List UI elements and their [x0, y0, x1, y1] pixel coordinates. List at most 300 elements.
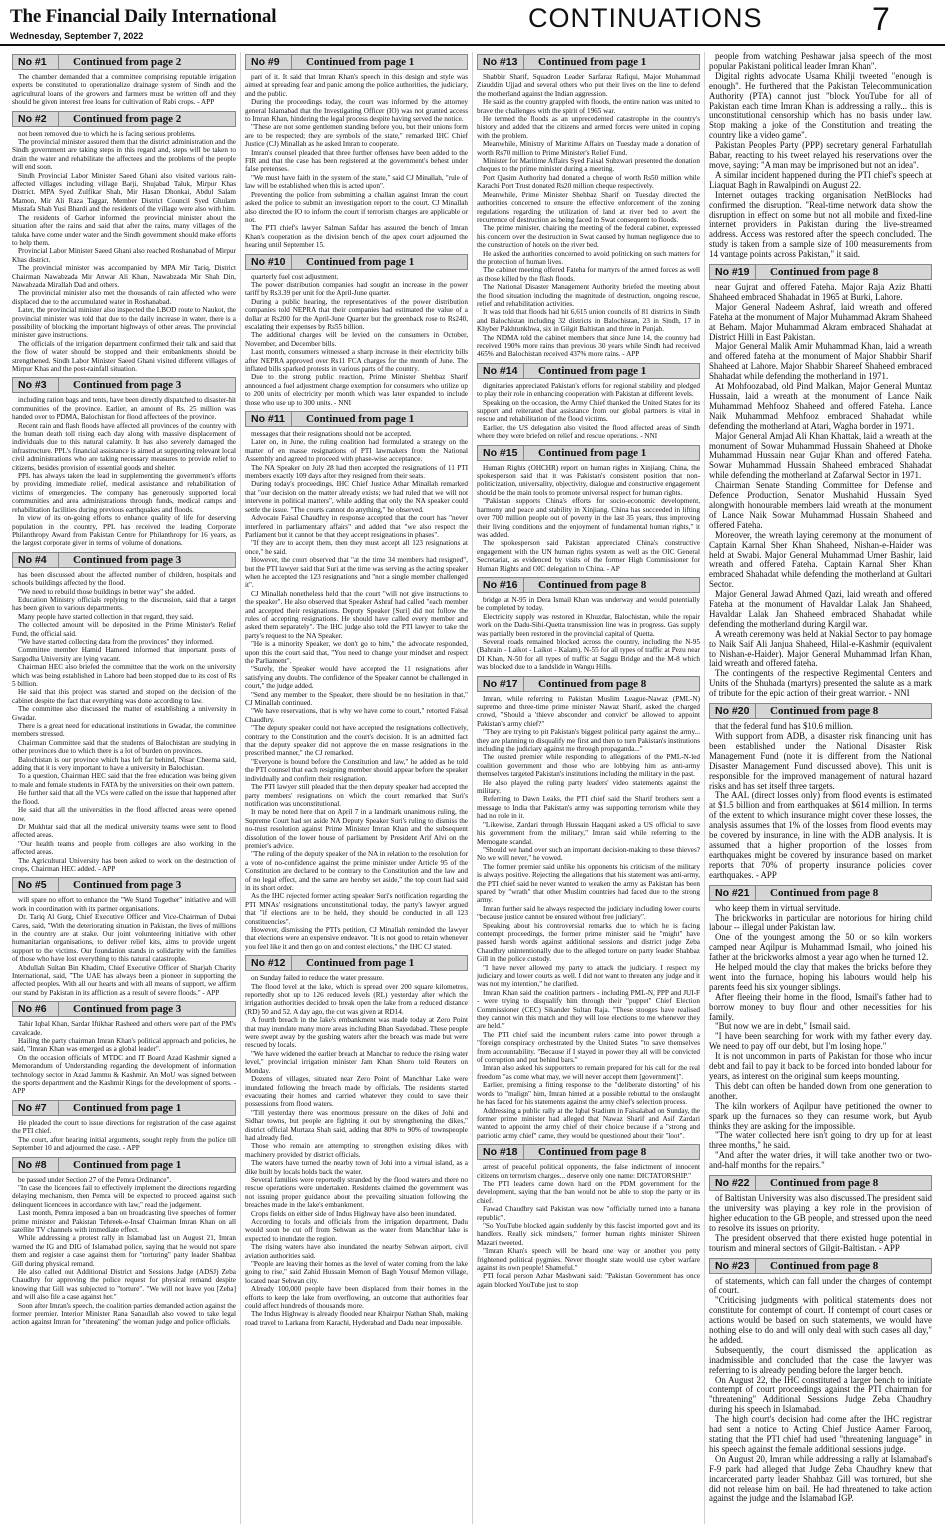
article-header	[709, 703, 932, 719]
article-paragraph: Chairman Senate Standing Committee for Defense and Defence Production, Senator Mushahid Hussain Syed alongwith honourable members laid wreath at the monument of Lance Naik Sowar Muhammad Hussain Shaheed and offered Fateha.	[709, 480, 932, 530]
article	[709, 1258, 932, 1505]
article-paragraph: "The water collected here isn't going to dry up for at least three months," he said.	[709, 1130, 932, 1151]
article-header	[477, 54, 700, 70]
article-paragraph: Recent rain and flash floods have affected all provinces of the country with the human death toll rising each day along with massive displacement of individuals due to this natural calamity. It has also severely damaged the infrastructure. PPL's financial assistance is aimed at supporting relevant local civil administrations who are taking necessary measures to provide relief to citizens, besides provision of essential goods and shelter.	[12, 421, 236, 472]
article-paragraph: who keep them in virtual servitude.	[715, 902, 841, 913]
article	[12, 377, 236, 547]
article-paragraph: The prime minister, chairing the meeting of the federal cabinet, expressed his concern over the destruction in Swat caused by human negligence due to the construction of hotels on the river bed.	[477, 224, 700, 250]
column-3	[472, 52, 704, 1524]
article-paragraph: Balochistan is our province which has left far behind, Nisar Cheema said, adding that it is very important to have a university in Balochistan.	[12, 755, 236, 773]
article-paragraph: "Everyone is bound before the Constitution and law," he added as he told the PTI counsel that each resigning member should appear before the speaker individually and confirm their resignation.	[245, 757, 468, 783]
article-paragraph: messages that their resignations should not be accepted.	[251, 430, 412, 439]
continued-label: Continued from page 8	[538, 578, 647, 591]
article-paragraph: "He is a minority Speaker, we don't go to him," the advocate responded, upon this the court said that, "You need to change your mindset and respect the Parliament".	[245, 640, 468, 665]
article-body	[709, 283, 932, 699]
article-header	[709, 264, 932, 280]
article-paragraph: The contingents of the respective Regimental Centers and Units of the Shuhada (martyrs) presented the salute as a mark of tribute for the epic action of their great warrior. - NNI	[709, 668, 932, 699]
article	[245, 54, 468, 250]
article-paragraph: "I have never allowed my party to attack the judiciary. I respect my judiciary and lower courts as well. I did not want to threaten any judge and it was not my intention," he clarified.	[477, 963, 700, 989]
article-paragraph: Provincial Labor Minister Saeed Ghani also reached Roshanabad of Mirpur Khas district.	[12, 247, 236, 264]
article-header	[12, 1157, 236, 1173]
article-paragraph: Earlier, the US delegation also visited the flood affected areas of Sindh where they were briefed on relief and rescue operations. - NNI	[477, 423, 700, 441]
article-paragraph: Dr Mukhtar said that all the medical university teams were sent to flood affected areas.	[12, 822, 236, 840]
article-body	[12, 1119, 236, 1153]
article-header	[12, 1001, 236, 1017]
continued-label: Continued from page 3	[73, 379, 182, 392]
article-paragraph: arrest of peaceful political opponents, the false indictment of innocent citizens on terrorism charges... deserve only one name: DICTATORSHIP."	[477, 1163, 700, 1180]
article-paragraph: not been removed due to which he is facing serious problems.	[18, 129, 196, 138]
article-paragraph: The Agricultural University has been asked to work on the destruction of crops, Chairman HEC added. - APP	[12, 856, 236, 873]
article-header	[245, 955, 468, 971]
article-number: No #15	[478, 446, 524, 460]
column-4-content	[709, 52, 932, 1524]
article-paragraph: Subsequently, the court dismissed the application as inadmissible and concluded that the case the lawyer was referring to is already pending before the larger bench.	[709, 1344, 932, 1375]
article	[709, 1175, 932, 1253]
article-paragraph: Later on, in June, the ruling coalition had formulated a strategy on the matter of en masse resignations of PTI lawmakers from the National Assembly and agreed to proceed with phase-wise acceptance.	[245, 438, 468, 464]
article-paragraph: Earlier, premising a fitting response to the "deliberate distorting" of his words to "malign" him, Imran hinted at a possible rebuttal to the onslaught he has faced for his statements against the army chief's selection process.	[477, 1081, 700, 1107]
article-body	[709, 1277, 932, 1505]
article	[12, 1001, 236, 1096]
article-paragraph: Human Rights (OHCHR) report on human rights in Xinjiang, China, the spokesperson said that it was Pakistan's consistent position that non-politicization, universality, objectivity, dialogue and constructive engagement should be the main tools to promote universal respect for human rights.	[477, 463, 700, 497]
article-paragraph: Several families were reportedly stranded by the flood waters and there no rescue operations were undertaken. Residents claimed the government was not issuing proper guidance about the prevailing situation following the breaches made in the lake's embankment.	[245, 1175, 468, 1210]
article-paragraph: The chamber demanded that a committee comprising reputable irrigation experts be constituted to operationalize drainage system of Sindh and the agricultural loans of the growers and farmers must be written off and they should be given interest free loans for cultivation of Rabi crops. - APP	[12, 73, 236, 107]
article-paragraph: Dr. Tariq Al Gurg, Chief Executive Officer and Vice-Chairman of Dubai Cares, said, "With the deteriorating situation in Pakistan, the lives of millions in the country are at stake. Our joint volunteering initiative with other humanitarian organisations, to deliver relief kits, aims to provide urgent support to the victims. Our foundation stands in solidarity with the families of those who have lost everything to this natural catastrophe.	[12, 913, 236, 964]
article-paragraph: Meanwhile, Prime Minister Shehbaz Sharif on Tuesday directed the authorities concerned to ensure the effective enforcement of the zoning regulations regarding the utilization of land at river bed to avert the recurrence of destruction as being faced in Swat consequent to floods.	[477, 190, 700, 224]
article-body	[12, 571, 236, 874]
article-header	[12, 552, 236, 568]
article-paragraph: "So YouTube blocked again suddenly by this fascist imported govt and its handlers. Really sick mindsets," former human rights minister Shireen Mazari tweeted.	[477, 1221, 700, 1247]
article-paragraph: "We have reservations, that is why we have come to court," retorted Faisal Chaudhry.	[245, 707, 468, 724]
article-paragraph: A wreath ceremony was held at Nakial Sector to pay homage to Naik Saif Ali Janjua Shaheed, Hilal-e-Kashmir (equivalent to Nishan-e-Haider). Major General Muhammad Irfan Khan, laid wreath and offered fateha.	[709, 628, 932, 669]
article-header	[709, 1258, 932, 1274]
article-body	[477, 1163, 700, 1289]
article-header	[245, 54, 468, 70]
article-paragraph: Crops fields on either side of Indus Highway have also been inundated.	[251, 1209, 457, 1218]
article-paragraph: Shabbir Sharif, Squadron Leader Sarfaraz Rafiqui, Major Muhammad Ziauddin Ujjad and several others who put their lives on the line to defend the motherland against the Indian aggression.	[477, 73, 700, 98]
article-paragraph: He pleaded the court to issue directions for registration of the case against the PTI chief.	[12, 1118, 236, 1136]
article-number: No #13	[478, 55, 524, 69]
article-paragraph: Last month, consumers witnessed a sharp increase in their electricity bills after NEPRA approved over Rs11 FCA charges for the month of June. The inflated bills sparked protests in various parts of the country.	[245, 348, 468, 373]
article-paragraph: Preventing the police from submitting a challan against Imran the court asked the police to submit an investigation report to the court. CJ Minallah also directed the IO to inform the court if terrorism charges are applicable or not.	[245, 190, 468, 224]
article-paragraph: The president observed that there existed huge potential in tourism and mineral sectors of Gilgit-Baltistan. - APP	[709, 1232, 932, 1253]
article-paragraph: Imran Khan said the coalition partners - including PML-N, PPP and JUI-F - were trying to disqualify him through their "puppet" Chief Election Commissioner (CEC) Sikander Sultan Raja. "These stooges have realised they cannot win this match and they will lose elections to me whenever they are held."	[477, 988, 700, 1031]
article-paragraph: The rising waters have also inundated the nearby Sehwan airport, civil aviation authorities said.	[245, 1243, 468, 1260]
article-paragraph: be passed under Section 27 of the Pemra Ordinance".	[18, 1175, 172, 1184]
article-body	[12, 1020, 236, 1096]
article-body	[477, 382, 700, 441]
article-paragraph: Education Ministry officials replying to the discussion, said that a target has been given to various departments.	[12, 595, 236, 613]
article-paragraph: CJ Minallah nonetheless held that the court "will not give instructions to the speaker". He also observed that Speaker Ashraf had called "each member and accepted their resignations. Deputy Speaker [Suri] did not follow the rules of accepting resignations. He should have called every member and asked them separately". The IHC judge also told the PTI lawyer to take the party's request to the NA Speaker.	[245, 589, 468, 640]
article-paragraph: The National Disaster Management Authority briefed the meeting about the flood situation including the magnitude of destruction, ongoing rescue, relief and rehabilitation activities.	[477, 283, 700, 308]
continued-label: Continued from page 8	[770, 266, 879, 279]
article-paragraph: However, dismissing the PTI's petition, CJ Minallah reminded the lawyer that elections were an expensive endeavor. "It is not good to retain whenever you feel like it and then go on and contest elections," the IHC CJ stated.	[245, 926, 468, 951]
continued-label: Continued from page 1	[538, 56, 647, 68]
article-paragraph: Imran further said he always respected the judiciary including lower courts "because justice cannot be ensured without free judiciary".	[477, 904, 700, 922]
article-paragraph: Moreover, the wreath laying ceremony at the monument of Captain Karnal Sher Khan Shaheed, Nishan-e-Haider was held at Swabi. Major General Muhammad Umer Bashir, laid wreath and offered Fateha. Captain Karnal Sher Khan embraced Shahadat while defending the motherland at Gultari Sector.	[709, 529, 932, 590]
article-paragraph: The high court's decision had come after the IHC registrar had sent a notice to Acting Chief Justice Aamer Farooq, stating that the PTI chief had used "threatening language" in his speech against the female additional sessions judge.	[709, 1414, 932, 1454]
article	[709, 703, 932, 881]
article-paragraph: Imran also asked his supporters to remain prepared for his call for the real freedom "as come what may, we will never accept them [government]".	[477, 1064, 700, 1081]
article-paragraph: Speaking about his controversial remarks due to which he is facing contempt proceedings, the former prime minister said he "might" have passed harsh words against additional sessions and district judge Zeba Chaudhry unintentionally due to the alleged torture on party leader Shahbaz Gill in the police custody.	[477, 921, 700, 964]
article-paragraph: He asked the authorities concerned to avoid politicking on such matters for the protection of human lives.	[477, 249, 700, 266]
continued-label: Continued from page 2	[73, 56, 182, 68]
article-paragraph: On August 22, the IHC constituted a larger bench to initiate contempt of court proceedings against the PTI chairman for "threatening" Additional Sessions Judge Zeba Chaudhry during his speech in Islamabad.	[709, 1374, 932, 1415]
article-body	[12, 396, 236, 547]
article-paragraph: "They are trying to pit Pakistan's biggest political party against the army... they are planning to disqualify me first and then to turn Pakistan's institutions including the judiciary against me through propaganda..."	[477, 728, 700, 754]
article-paragraph: The provincial minister was accompanied by MPA Mir Tariq, District Chairman Nawabzada Mir Anwar Ali Khan, Nawabzada Mir Shah Din, Nawabzada Mirallah Dad and others.	[12, 264, 236, 289]
article-body	[477, 464, 700, 573]
article-header	[477, 577, 700, 593]
article-paragraph: Those who remain are attempting to strengthen existing dikes with machinery provided by district officials.	[245, 1142, 468, 1159]
article-paragraph: The additional charges will be levied on the consumers in October, November, and December bills.	[245, 331, 468, 348]
article	[477, 1144, 700, 1289]
article-header	[12, 1100, 236, 1116]
article-header	[12, 377, 236, 393]
article-paragraph: On August 20, Imran while addressing a rally at Islamabad's F-9 park had alleged that Judge Zeba Chaudhry knew that incarcerated party leader Shahbaz Gill was tortured, but she did not release him on bail. He had threatened to take action against the judge and the Islamabad IGP.	[709, 1453, 932, 1504]
article-paragraph: "And after the water dries, it will take another two or two-and-half months for the repairs."	[709, 1150, 932, 1171]
continued-label: Continued from page 1	[73, 1158, 182, 1171]
article-paragraph: It may be noted here that on April 7 in a landmark unanimous ruling, the Supreme Court had set aside NA Deputy Speaker Suri's ruling to dismiss the no-trust resolution against Prime Minister Imran Khan and the subsequent dissolution of the lower house of parliament by President Arif Alvi on the premier's advice.	[245, 808, 468, 850]
article-paragraph: "We need to rebuild those buildings in better way" she added.	[18, 587, 196, 596]
article-paragraph: It was told that floods had hit 6,615 union councils of 81 districts in Sindh and Balochistan including 32 districts in Balochistan, 23 in Sindh, 17 in Khyber Pakhtunkhwa, six in Gilgit Baltistan and three in Punjab.	[477, 308, 700, 334]
article-body	[477, 695, 700, 1141]
article-paragraph: "But now we are in debt," Ismail said.	[715, 1021, 851, 1032]
article-paragraph: including ration bags and tents, have been directly dispatched to disaster-hit communities of the province. Earlier, an amount of Rs. 25 million was handed over to PDMA, Balochistan for flood affectees of the province.	[12, 396, 236, 422]
article-paragraph: The NA Speaker on July 28 had then accepted the resignations of 11 PTI members exactly 109 days after they resigned from their seats.	[245, 463, 468, 481]
article-paragraph: part of it. It said that Imran Khan's speech in this design and style was aimed at spreading fear and panic among the police authorities, the judiciary, and the public.	[245, 73, 468, 98]
article-number: No #2	[13, 112, 59, 126]
article-paragraph: will spare no effort to enhance the "We Stand Together" initiative and will work in coordination with its partner organisations.	[12, 896, 236, 913]
article-body	[12, 1176, 236, 1327]
article-paragraph: The former premier said unlike his opponents his criticism of the military is always positive. Rejecting the allegations that his statement was anti-army, the PTI chief said he never wanted to weaken the army as Pakistan has been spared by "wrath" that other Muslim countries had faced due to the strong army.	[477, 862, 700, 905]
article-paragraph: "Send any member to the Speaker, there should be no hesitation in that," CJ Minallah continued.	[245, 690, 468, 708]
article-paragraph: Meanwhile, Ministry of Maritime Affairs on Tuesday made a donation of worth Rs70 million to Prime Minister's Relief Fund.	[477, 140, 700, 157]
article	[12, 54, 236, 107]
article-paragraph: "Our health teams and people from colleges are also working in the affected areas.	[12, 839, 236, 857]
article-paragraph: The ousted premier while responding to allegations of the PML-N-led coalition government and those who are lobbying him as anti-army themselves targeted Pakistan's institutions including the military in the past.	[477, 753, 700, 779]
article-paragraph: The power distribution companies had sought an increase in the power tariff by Rs3.39 per unit for the April-June quarter.	[245, 280, 468, 298]
article-paragraph: Imran, while referring to Pakistan Muslim League-Nawaz (PML-N) supremo and three-time prime minister Nawaz Sharif, asked the charged crowd, "Should a 'thieve absconder and convict' be allowed to appoint Pakistan's army chief?"	[477, 694, 700, 728]
masthead	[0, 0, 945, 46]
article-body	[245, 974, 468, 1327]
article-header	[12, 111, 236, 127]
continued-label: Continued from page 1	[538, 446, 647, 459]
article-number: No #10	[246, 255, 292, 269]
article-paragraph: Digital rights advocate Usama Khilji tweeted "enough is enough". He furthered that the Pakistan Telecommunication Authority (PTA) cannot just "block YouTube for all of Pakistan each time Imran Khan is addressing a rally... this is unconstitutional censorship which has no basis under law. Stop making a joke of the Constitution and treating the country like a video game".	[709, 70, 932, 141]
article-header	[477, 676, 700, 692]
article	[245, 955, 468, 1327]
article-number: No #3	[13, 378, 59, 392]
article-paragraph: "People are leaving their homes as the level of water coming from the lake going to rise," said Zahid Hussain Memon of Bagh Yousuf Memon village, located near Sehwan city.	[245, 1260, 468, 1285]
issue-date: Wednesday, September 7, 2022	[10, 31, 144, 41]
article-number: No #17	[478, 677, 524, 691]
article-paragraph: PTI focal person Azhar Mashwani said: "Pakistan Government has once again blocked YouTube just to stop	[477, 1272, 700, 1289]
article-paragraph: According to locals and officials from the irrigation department, Dadu would soon be cut off from Sehwan as the water from Manchhar lake is expected to inundate the region.	[245, 1218, 468, 1243]
article-paragraph: The brickworks in particular are notorious for hiring child labour -- illegal under Pakistan law.	[709, 912, 932, 933]
article-paragraph: "Should we hand over such an important decision-making to these thieves? No we will never," he vowed.	[477, 845, 700, 863]
article-paragraph: Dozens of villages, situated near Zero Point of Manchhar Lake were inundated following the breach made by officials. The residents started evacuating their homes and carried whatever they could to save their possessions from flood waters.	[245, 1075, 468, 1109]
article-paragraph: Chairman HEC also briefed the committee that the work on the university which was being established in Lahore had been stopped due to its cost of Rs 5 billion.	[12, 663, 236, 688]
article-paragraph: There is a great need for educational institutions in Gwadar, the committee members stressed.	[12, 722, 236, 739]
article-paragraph: Minister for Maritime Affairs Syed Faisal Subzwari presented the donation cheques to the prime minister during a meeting.	[477, 157, 700, 174]
article-paragraph: Speaking on the occasion, the Army Chief thanked the United States for its support and reiterated that assistance from our global partners is vital in rescue and rehabilitation of the flood victims.	[477, 398, 700, 424]
article-number: No #20	[710, 704, 756, 718]
article-paragraph: people from watching Peshawar jalsa speech of the most popular Pakistani political leader Imran Khan".	[709, 52, 932, 71]
article	[12, 111, 236, 374]
article-number: No #19	[710, 265, 756, 279]
column-1-content	[12, 52, 236, 1524]
article-paragraph: The PTI chief said the incumbent rulers came into power through a "foreign conspiracy orchestrated by the United States "to save themselves from accountability. "Because if I stayed in power they all will be convicted of corruption and put behind bars."	[477, 1030, 700, 1065]
article-header	[12, 877, 236, 893]
article-paragraph: The cabinet meeting offered Fateha for martyrs of the armed forces as well as those killed by the flash floods.	[477, 266, 700, 283]
article-paragraph: He said as the country grappled with floods, the entire nation was united to brave the challenges with the spirit of 1965 war.	[477, 98, 700, 115]
article-paragraph: The committee also discussed the matter of establishing a university in Gwadar.	[12, 705, 236, 722]
article-paragraph: The provincial minister assured them that the district administration and the Sindh government are taking steps in this regard and, steps will be taken to drain the water and rehabilitate the affectees and the problems of the people will end soon.	[12, 138, 236, 172]
page-number: 7	[872, 1, 890, 37]
article-number: No #4	[13, 553, 59, 567]
article-paragraph: Tahir Iqbal Khan, Sardar Iftikhar Rasheed and others were part of the PM's cavalcade.	[12, 1020, 236, 1037]
column-4	[704, 52, 936, 1524]
article-paragraph: A similar incident happened during the PTI chief's speech at Liaquat Bagh in Rawalpindi on August 22.	[709, 169, 932, 190]
columns-container	[8, 52, 937, 1524]
article-paragraph: The provincial minister also met the thousands of rain affected who were displaced due to the accumulated water in Roshanabad.	[12, 289, 236, 306]
article-paragraph: "Till yesterday there was enormous pressure on the dikes of Johi and Sidhar towns, but people are fighting it out by strengthening the dikes," district official Murtaza Shah said, adding that 80% to 90% of townspeople had already fled.	[245, 1108, 468, 1142]
article	[477, 676, 700, 1141]
article-header	[477, 363, 700, 379]
article-body	[245, 73, 468, 250]
article-paragraph: The Indus Highway is already flooded near Khairpur Nathan Shah, making road travel to Larkana from Karachi, Hyderabad and Dadu near impossible.	[245, 1310, 468, 1327]
article	[245, 411, 468, 951]
article-paragraph: Several roads remained blocked across the country, including the N-95 (Bahrain - Laikot - Laikot - Kalam), N-55 for all types of traffic at Pezu near DI Khan, N-50 for all types of traffic at Saggu Bridge and the M-8 which was blocked due to a landslide in Wangu Hills.	[477, 637, 700, 672]
article	[477, 577, 700, 672]
article-paragraph: "We must have faith in the system of the state," said CJ Minallah, "rule of law will be established when this is acted upon".	[245, 173, 468, 191]
continued-label: Continued from page 3	[73, 553, 182, 566]
article	[709, 264, 932, 699]
article-paragraph: The AAL (direct losses only) from flood events is estimated at $1.5 billion and from earthquakes at $614 million. In terms of the extent to which insurance might cover these losses, the analysis assumes that 1% of the losses from flood events may be covered by insurance, in line with the ADB analysis. It is assumed that a higher proportion of the losses from earthquakes might be covered by insurance based on market reports that 70% of property insurance policies cover earthquakes. - APP	[709, 790, 932, 880]
article-paragraph: near Gujrat and offered Fateha. Major Raja Aziz Bhatti Shaheed embraced Shahadat in 1965 at Burki, Lahore.	[709, 282, 932, 302]
article-paragraph: PPL has always taken the lead in supplementing the government's efforts by providing immediate relief, medical assistance and rehabilitation of victims of emergencies. The company has generously supported local communities and area administrations through funds, medical camps and rehabilitation facilities during previous earthquakes and floods.	[12, 472, 236, 514]
article-paragraph: He said that this project was started and stoped on the decision of the cabinet despite the fact that everything was done according to law.	[12, 688, 236, 705]
continued-label: Continued from page 8	[538, 1146, 647, 1159]
article-number: No #7	[13, 1101, 59, 1115]
article-paragraph: Chairman Committee said that the students of Balochistan are studying in other provinces due to which there is a lot of burden on provinces.	[12, 738, 236, 756]
article-paragraph: "We have widened the earlier breach at Manchar to reduce the rising water level," provincial irrigation minister Jam Khan Shoro told Reuters on Monday.	[245, 1049, 468, 1075]
article-number: No #18	[478, 1145, 524, 1159]
article-number: No #1	[13, 55, 59, 69]
article-paragraph: Electricity supply was restored in Khuzdar, Balochistan, while the repair work on the Dadu-Sibi-Quetta transmission line was in progress. Gas supply was partially been restored in the provincial capital of Quetta.	[477, 612, 700, 638]
continued-label: Continued from page 1	[306, 413, 415, 426]
continued-label: Continued from page 2	[73, 112, 182, 125]
article-paragraph: On the occasion officials of MTDC and IT Board Azad Kashmir signed a Memorandum of Understanding regarding the development of information technology sector in Azad Jammu & Kashmir. An MoU was signed between the sports department and the Kashmir Kings for the development of sports. - APP	[12, 1053, 236, 1096]
article-paragraph: The PTI chief's lawyer Salman Safdar has assured the bench of Imran Khan's cooperation as the division bench of the apex court adjourned the hearing until September 15.	[245, 224, 468, 250]
article-number: No #12	[246, 956, 292, 970]
article-paragraph: The flood level at the lake, which is spread over 200 square kilometres, reportedly shot up to 126 reduced levels (RL) yesterday after which the irrigation authorities decided to break open the lake from a reduced distance (RD) 50 and 52. A day ago, the cut was given at RD14.	[245, 982, 468, 1016]
article-paragraph: The PTI lawyer still pleaded that the then deputy speaker had accepted the party members' resignations on which the court remarked that Suri's notification was unconstitutional.	[245, 783, 468, 808]
article-header	[709, 1175, 932, 1191]
article	[245, 254, 468, 408]
continued-label: Continued from page 1	[306, 56, 415, 68]
section-title: CONTINUATIONS	[528, 3, 763, 33]
article-paragraph: The NDMA told the cabinet members that since June 14, the country had received 190% more rains than previous 30 years while Sindh had received 465% and Balochistan received 437% more rains. - APP	[477, 333, 700, 359]
article-paragraph: "These are not some gentlemen standing before you, but their unions form are to be respected; they are symbols of the state," remarked IHC Chief Justice (CJ) Minallah as he asked Imran to cooperate.	[245, 123, 468, 149]
article-paragraph: on Sunday failed to reduce the water pressure.	[251, 974, 384, 983]
article-paragraph: Abdullah Sultan Bin Khadim, Chief Executive Officer of Sharjah Charity International, said, "The UAE has always been a pioneer in supporting the affected peoples. With all our hearts and with all means of support, we affirm our stand by Pakistan in its affliction as a result of severe floods." - APP	[12, 963, 236, 997]
article-paragraph: A fourth breach in the lake's embankment was made today at Zero Point that may inundate many more areas including Bhan Sayedabad. These people were swept away by the gushing waters after the breach was made but were rescued by locals.	[245, 1016, 468, 1050]
article-paragraph: "The ruling of the deputy speaker of the NA in relation to the resolution for a vote of no-confidence against the prime minister under Article 95 of the Constitution are declared to be contrary to the Constitution and the law and of no legal effect, and the same are hereby set aside," the top court had said in its short order.	[245, 850, 468, 892]
article-body	[477, 596, 700, 672]
article-paragraph: Due to the strong public reaction, Prime Minister Shehbaz Sharif announced a fuel adjustment charge exemption for consumers who utilize up to 200 units of electricity per month which was later expanded to include those who use up to 300 units. - NNI	[245, 373, 468, 407]
article-number: No #6	[13, 1002, 59, 1016]
article-paragraph: During today's proceedings, IHC Chief Justice Athar Minallah remarked that "our decision on the matter already exists; we had ruled that we will not intervene in political matters", while adding that only the NA speaker could settle the issue. "The courts cannot do anything," he observed.	[245, 480, 468, 514]
article-paragraph: "We have started collecting data from the provinces" they informed.	[18, 637, 214, 646]
continued-label: Continued from page 3	[73, 879, 182, 892]
article-paragraph: "Imran Khan's speech will be heard one way or another you petty frightened political pygmies. Never thought state would use cyber warfare against its own people! Shameful."	[477, 1247, 700, 1272]
article-paragraph: However, the court observed that "at the time 34 members had resigned", but the PTI lawyer said that Suri at the time was serving as the acting speaker when he accepted the 123 resignations and "not a single member challenged it".	[245, 556, 468, 590]
article-body	[477, 73, 700, 359]
article-body	[709, 52, 932, 260]
article-body	[245, 273, 468, 408]
article-number: No #16	[478, 578, 524, 592]
article-body	[709, 904, 932, 1171]
article-paragraph: "Pakistan supports China's efforts for socio-economic development, harmony and peace and stability in Xinjiang. China has succeeded in lifting over 700 million people out of poverty in the last 35 years, thus improving their living conditions and the enjoyment of fundamental human rights," it was added.	[477, 497, 700, 539]
article	[12, 877, 236, 997]
continued-label: Continued from page 8	[538, 677, 647, 690]
continued-label: Continued from page 8	[770, 1259, 879, 1272]
article-paragraph: that the federal fund has $10.6 million.	[715, 721, 854, 732]
article	[12, 552, 236, 874]
article-paragraph: He also played the ruling party leaders' video statements against the military.	[477, 778, 700, 796]
article-paragraph: "In case the licencees fail to effectively implement the directions regarding delaying mechanism, then Pemra will be expected to proceed against such delinquent licencees in accordance with law," read the judgement.	[12, 1183, 236, 1209]
article-number: No #8	[13, 1158, 59, 1172]
article-paragraph: The kiln workers of Aqilpur have petitioned the owner to spark up the furnaces so they can resume work, but Ayub thinks they are asking for the impossible.	[709, 1100, 932, 1131]
article-paragraph: Sindh Provincial Labor Minister Saeed Ghani also visited various rain-affected villages including village Barji, Shujabad Taluk, Mirpur Khas District. MPA Syed Zulfikar Shah, Mir Hasan Dhonkai, Abdul Salam Mamon, Mir Ali Raza Taggar, Member District Council Syed Ghulam Mustafa Shah Yusi Bhardi and the residents of the village were also with him.	[12, 171, 236, 214]
article-paragraph: Major General Jawad Ahmed Qazi, laid wreath and offered Fateha at the monument of Havaldar Lalak Jan Shaheed, Havaldar Lalak Jan Shaheed embraced Shahadat while defending the motherland during Kargil war.	[709, 589, 932, 629]
article-body	[12, 73, 236, 107]
article-paragraph: Referring to Dawn Leaks, the PTI chief said the Sharif brothers sent a message to India that Pakistan's army was supporting terrorism while they had no role in it.	[477, 795, 700, 821]
article-paragraph: quarterly fuel cost adjustment.	[251, 272, 339, 281]
article	[477, 54, 700, 359]
continued-label: Continued from page 8	[770, 1177, 879, 1190]
article-paragraph: He helped mould the clay that makes the bricks before they went into the furnace, hoping his labours would help his parents feed his six younger siblings.	[709, 962, 932, 992]
continued-label: Continued from page 8	[770, 705, 879, 718]
article-paragraph: During a public hearing, the representatives of the power distribution companies told NEPRA that their companies had estimated the value of a dollar at Rs200 for the April-June Quarter but the greenback rose to Rs240, escalating their expenses by Rs55 billion.	[245, 297, 468, 331]
continued-label: Continued from page 1	[306, 957, 415, 970]
article-paragraph: "I have been searching for work with my father every day. We need to pay off our debt, but I'm losing hope."	[709, 1031, 932, 1052]
article	[12, 1157, 236, 1327]
article-paragraph: Major General Nadeem Ashraf, laid wreath and offered Fateha at the monument of Major Muhammad Akram Shaheed at Beham. Major Muhammad Akram embraced Shahadat at District Hilli in East Pakistan.	[709, 301, 932, 342]
article-paragraph: Internet outages tracking organisation NetBlocks had confirmed the disruption. "Real-time network data show the disruption in effect on some but not all mobile and fixed-line internet providers in Pakistan during the live-streamed address. Access was restored after the speech concluded. The study is taken from a sample size of 100 measurements from 14 vantage points across Pakistan," it said.	[709, 189, 932, 260]
article-number: No #14	[478, 364, 524, 378]
article-body	[709, 1194, 932, 1253]
article-number: No #23	[710, 1259, 756, 1273]
article-paragraph: "Surely, the Speaker would have accepted the 11 resignations after satisfying any doubts. The confidence of the Speaker cannot be challenged in court," the judge added.	[245, 665, 468, 691]
article-paragraph: has been discussed about the affected number of children, hospitals and schools buildings affected by the flood.	[12, 570, 236, 588]
article-header	[477, 1144, 700, 1160]
article-paragraph: The court, after hearing initial arguments, sought reply from the police till September 10 and adjourned the case. - APP	[12, 1135, 236, 1153]
article-paragraph: Addressing a public rally at the Iqbal Stadium in Faisalabad on Sunday, the former prime minister had alleged that Nawaz Sharif and Asif Zardari wanted to appoint the army chief of their choice because if a "strong and patriotic army chief" came, they would be questioned about their "loot".	[477, 1106, 700, 1140]
article-paragraph: Committee member Hamid Hameed informed that important posts of Sargodha University are lying vacant.	[12, 646, 236, 663]
article-paragraph: Later, the provincial minister also inspected the LBOD route to Naukot, the provincial minister was told that due to the daily increase in water, there is a possibility of blocking the important highways of other areas. The provincial minister gave instructions.	[12, 306, 236, 340]
column-2-content	[245, 52, 468, 1524]
article-paragraph: At Mohfoozabad, old Pind Malkan, Major General Muntaz Hussain, laid a wreath at the monument of Lance Naik Muhammad Mehfooz Shaheed and offered Fateha. Lance Naik Muhammad Mehfooz embraced Shahadat while defending the motherland at Atari, Wagha border in 1971.	[709, 381, 932, 431]
article-paragraph: Major General Amjad Ali Khan Khattak, laid a wreath at the monument of Sowar Muhammad Hussain Shaheed at Dhoke Muhammad Hussain near Gujar Khan and offered Fateha. Sowar Muhammad Hussain Shaheed embraced Shahadat while defending the motherland at Zafarwal Sector in 1971.	[709, 430, 932, 481]
article-number: No #21	[710, 886, 756, 900]
article-paragraph: In view of its on-going efforts to enhance quality of life for deserving population in the country, PPL has received the leading Corporate Philanthropy Award from Pakistan Centre for Philanthropy for 16 years, as the largest corporate giver in terms of volume of donations.	[12, 514, 236, 548]
article-paragraph: The waters have turned the nearby town of Johi into a virtual island, as a dike built by locals holds back the water.	[245, 1159, 468, 1176]
article-paragraph: dignitaries appreciated Pakistan's efforts for regional stability and pledged to play their role in enhancing cooperation with Pakistan at different levels.	[477, 381, 700, 399]
article-paragraph: Pakistan Peoples Party (PPP) secretary general Farhatullah Babar, reacting to his tweet relayed his reservations over the move, saying: "A man may be imprisoned but not an idea".	[709, 140, 932, 170]
article-paragraph: After fleeing their home in the flood, Ismail's father had to borrow money to buy flour and other necessities for his family.	[709, 991, 932, 1022]
article-paragraph: The PTI leaders came down hard on the PDM government for the development, saying that the ban would not be able to stop the party or its chief.	[477, 1179, 700, 1205]
continued-label: Continued from page 8	[770, 886, 879, 899]
article-paragraph: He further said that all the VCs were called on the issue that happened after the flood.	[12, 789, 236, 806]
article-paragraph: He said that all the universities in the flood affected areas were opened now.	[12, 806, 236, 823]
article-paragraph: "Likewise, Zardari through Hussain Haqqani asked a US official to save his government from the military," Imran said while referring to the Memogate scandal.	[477, 820, 700, 846]
article	[709, 885, 932, 1171]
column-3-content	[477, 52, 700, 1524]
continued-label: Continued from page 1	[306, 255, 415, 268]
article	[709, 52, 932, 260]
article-header	[477, 445, 700, 461]
article	[477, 363, 700, 441]
article-paragraph: The spokesperson said Pakistan appreciated China's constructive engagement with the UN human rights system as well as the OIC General Secretariat, as evidenced by visits of the former High Commissioner for Human Rights and OIC delegation to China. - AP	[477, 539, 700, 573]
article-number: No #9	[246, 55, 292, 69]
article-paragraph: The residents of Garhor informed the provincial minister about the situation after the rains and said that after the rains, many villages of the taluka have come under water and the Sindh government should make efforts to help them.	[12, 213, 236, 247]
article-paragraph: Already 100,000 people have been displaced from their homes in the efforts to keep the lake from overflowing, an outcome that authorities fear could affect hundreds of thousands more.	[245, 1285, 468, 1311]
article-paragraph: As the IHC rejected former acting speaker Suri's notification regarding the PTI MNAs' resignations unconstitutional today, the party's lawyer argued that "if elections are to be held, they should be conducted in all 123 constituencies".	[245, 892, 468, 926]
article-body	[12, 896, 236, 997]
article-body	[709, 722, 932, 881]
article-header	[709, 885, 932, 901]
article-paragraph: Soon after Imran's speech, the coalition parties demanded action against the former premier. Interior Minister Rana Sanaullah also vowed to take legal action against Imran for "threatening" the woman judge and police officials.	[12, 1301, 236, 1327]
article-paragraph: Last month, Pemra imposed a ban on broadcasting live speeches of former prime minister and Pakistan Tehreek-e-Insaf Chairman Imran Khan on all satellite TV channels with immediate effect.	[12, 1209, 236, 1234]
article-paragraph: During the proceedings today, the court was informed by the attorney general Islamabad that the Investigating Officer (IO) was not granted access to Imran Khan, hindering the legal process despite having served the notice.	[245, 98, 468, 124]
article-paragraph: This debt can often be handed down from one generation to another.	[709, 1080, 932, 1101]
article-paragraph: Many people have started collection in that regard, they said.	[18, 612, 194, 621]
column-1	[8, 52, 240, 1524]
continued-label: Continued from page 1	[538, 364, 647, 377]
article-paragraph: To a question, Chairman HEC said that the free education was being given to male and female students in FATA by the universities on their own pattern.	[12, 772, 236, 789]
article-paragraph: Fawad Chaudhry said Pakistan was now "officially turned into a banana republic".	[477, 1205, 700, 1222]
article	[477, 445, 700, 573]
article-number: No #22	[710, 1176, 756, 1190]
article-paragraph: He also called out Additional District and Sessions Judge (ADSJ) Zeba Chaudhry for approving the police request for physical remand despite knowing that Gill was subjected to "torture". "We will not leave you [Zeba] and will also file a case against her."	[12, 1267, 236, 1302]
article-paragraph: While addressing a protest rally in Islamabad last on August 21, Imran warned the IG and DIG of Islamabad police, saying that he would not spare them and register a case against them for "torturing" party leader Shahbaz Gill during physical remand.	[12, 1234, 236, 1268]
article-header	[245, 254, 468, 270]
column-2	[240, 52, 472, 1524]
article-number: No #11	[246, 412, 292, 426]
article-header	[12, 54, 236, 70]
article-paragraph: "Criticising judgments with political statements does not constitute for contempt of court. If contempt of court cases or actions would be based on such statements, we would have nothing else to do and will only deal with such cases all day," he added.	[709, 1295, 932, 1345]
article-paragraph: "The deputy speaker could not have accepted the resignations collectively, contrary to the Constitution and the court's decision. It is an admitted fact that the deputy speaker did not approve the en masse resignations in the prescribed manner," the CJ remarked.	[245, 724, 468, 758]
article-body	[12, 130, 236, 374]
continued-label: Continued from page 1	[73, 1101, 182, 1114]
article-number: No #5	[13, 878, 59, 892]
article-paragraph: The officials of the irrigation department confirmed their talk and said that the flow of water should be stopped and their embankments should be strengthened. Sindh Labor Minister Saeed Ghani visited different villages of Mirpur Khas and the post-rainfall situation.	[12, 339, 236, 373]
article-paragraph: of Baltistan University was also discussed.The president said the university was playing a key role in the provision of higher education to the GB people, and stressed upon the need to resolve its issues on priority.	[709, 1193, 932, 1233]
article-paragraph: bridge at N-95 in Dera Ismail Khan was underway and would potentially be completed by today.	[477, 595, 700, 613]
article-paragraph: The collected amount will be deposited in the Prime Minister's Relief Fund, the official said.	[12, 621, 236, 638]
article-paragraph: of statements, which can fall under the charges of contempt of court.	[709, 1275, 932, 1296]
article-paragraph: Hailing the party chairman Imran Khan's political approach and policies, he said, "Imran Khan was emerged as a global leader".	[12, 1037, 236, 1054]
article-paragraph: It is not uncommon in parts of Pakistan for those who incur debt and fail to pay it back to be forced into bonded labour for years, as interest on the original sum keeps mounting.	[709, 1051, 932, 1081]
article-paragraph: One of the youngest among the 50 or so kiln workers camped near Aqilpur is Muhammad Ismail, who joined his father at the brickworks almost a year ago when he turned 12.	[709, 932, 932, 963]
article-paragraph: "If they are to accept them, then they must accept all 123 resignations at once," he said.	[245, 539, 468, 556]
article-paragraph: With support from ADB, a disaster risk financing unit has been established under the National Disaster Risk Management Fund (note it is different from the National Disaster Management Fund discussed above). This unit is responsible for the improved management of natural hazard risks and has set itself three targets.	[709, 731, 932, 791]
article-paragraph: Advocate Faisal Chaudhry in response accepted that the court has "never interfered in parliamentary affairs" and added that "we also respect the Parliament but it cannot be that they accept resignations in phases".	[245, 514, 468, 539]
article-header	[245, 411, 468, 427]
article-paragraph: Port Qasim Authority had donated a cheque of worth Rs50 million while Karachi Port Trust donated Rs20 million cheque respectively.	[477, 173, 700, 191]
